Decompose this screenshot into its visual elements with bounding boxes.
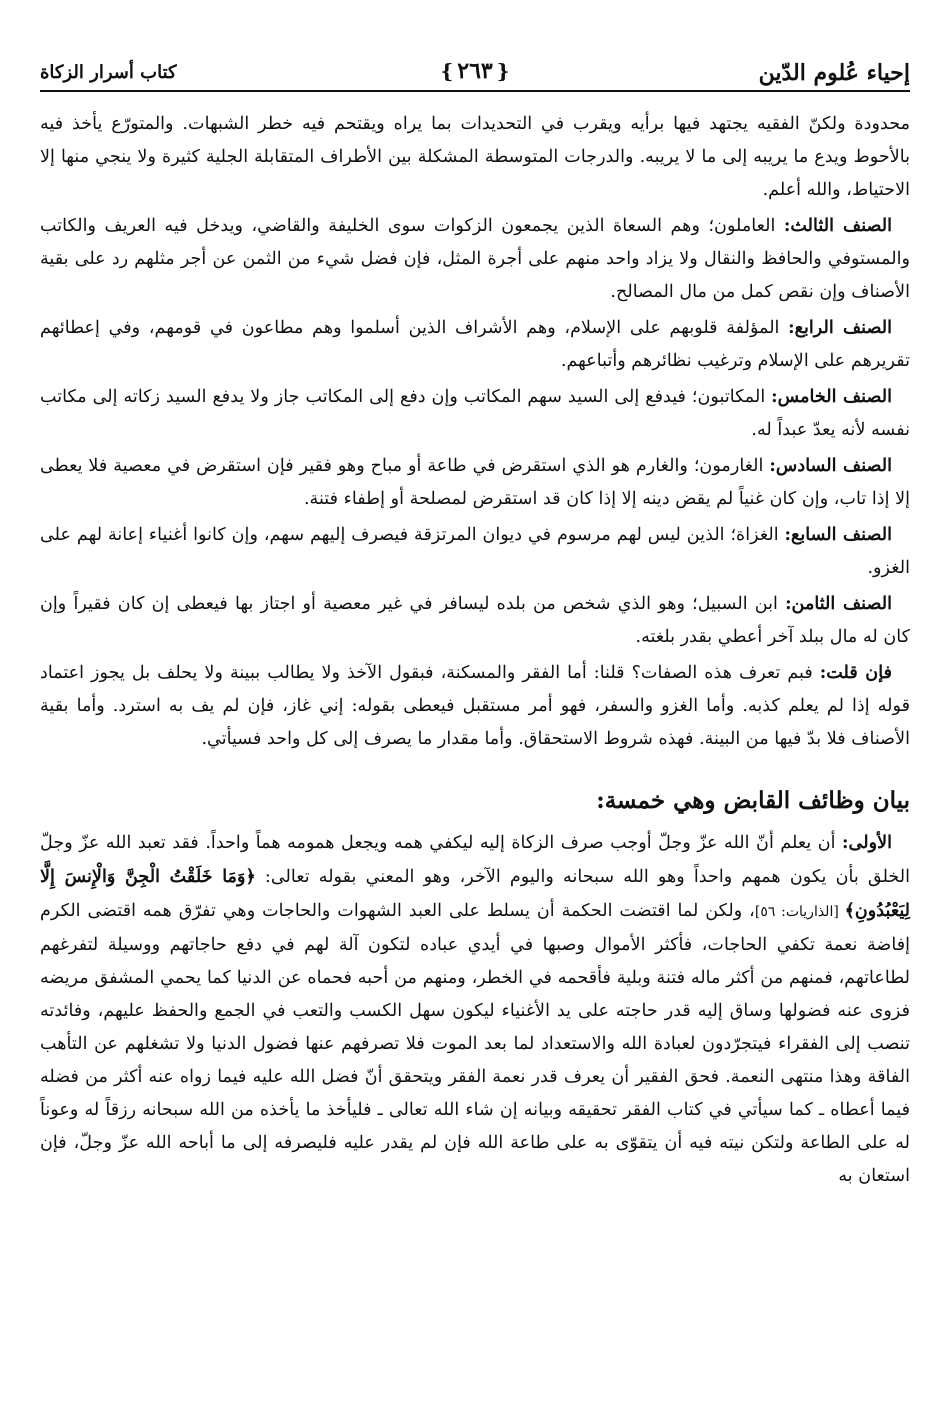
category-lead: الصنف الثامن: [785,593,892,614]
category-text: العاملون؛ وهم السعاة الذين يجمعون الزكوات سوى الخليفة والقاضي، ويدخل فيه العريف والكاتب والمستوفي والحافظ والنقال ولا يزاد واحد منهم على أجرة المثل، فإن فضل شيء من الثمن عن أجر مثلهم رد على بقية الأصناف وإن نقص كمل من مال المصالح. [40,216,910,302]
category-lead: الصنف السادس: [769,455,893,476]
category-paragraph [40,380,910,447]
question-lead: فإن قلت: [819,662,892,683]
category-text: المكاتبون؛ فيدفع إلى السيد سهم المكاتب وإن دفع إلى المكاتب جاز ولا يدفع السيد زكاته إلى مكاتب نفسه لأنه يعدّ عبداً له. [40,387,910,440]
category-text: المؤلفة قلوبهم على الإسلام، وهم الأشراف الذين أسلموا وهم مطاعون في قومهم، وفي إعطائهم تقريرهم على الإسلام وترغيب نظائرهم وأتباعهم. [40,318,910,371]
verse-reference: [الذاريات: ٥٦] [754,904,845,920]
chapter-title: كتاب أسرار الزكاة [40,62,177,83]
question-paragraph [40,656,910,756]
category-text: الغزاة؛ الذين ليس لهم مرسوم في ديوان المرتزقة فيصرف إليهم سهم، وإن كانوا أغنياء إعانة لهم على الغزو. [40,525,910,578]
section-heading: بيان وظائف القابض وهي خمسة: [596,787,910,814]
page-body [40,108,910,1193]
first-duty-lead: الأولى: [842,832,892,853]
question-text: فبم تعرف هذه الصفات؟ قلنا: أما الفقر والمسكنة، فبقول الآخذ ولا يطالب ببينة ولا يحلف بل يجوز اعتماد قوله إذا لم يعلم كذبه. وأما الغزو والسفر، فهو أمر مستقبل فيعطى بقوله: إني غاز، فإن لم يف به استرد. وأما بقية الأصناف فلا بدّ فيها من البينة. فهذه شروط الاستحقاق. وأما مقدار ما يصرف إلى كل واحد فسيأتي. [40,663,910,749]
ornament-left: } [440,59,454,83]
first-duty-paragraph [40,826,910,1193]
category-paragraph [40,209,910,309]
book-title: إحياء عُلوم الدّين [758,60,910,86]
first-duty-text-after: ، ولكن لما اقتضت الحكمة أن يسلط على العبد الشهوات والحاجات وهي تفرّق همه اقتضى الكرم إفاضة نعمة تكفي الحاجات، فأكثر الأموال وصبها في أيدي عباده لتكون آلة لهم في دفع حاجاتهم ووسيلة لتفرغهم لطاعاتهم، فمنهم من أكثر ماله فتنة وبلية فأقحمه في الخطر، ومنهم من أحبه فحماه عن الدنيا كما يحمي المشفق مريضه فزوى عنه فضولها وساق إليه قدر حاجته على يد الأغنياء ليكون سهل الكسب والتعب في الجمع والحفظ عليهم، وفائدته تنصب إلى الفقراء فيتجرّدون لعبادة الله والاستعداد لما بعد الموت فلا تصرفهم عنها فضول الدنيا ولا تشغلهم عن التأهب الفاقة وهذا منتهى النعمة. فحق الفقير أن يعرف قدر نعمة الفقر ويتحقق أنّ فضل الله عليه فيما زواه عنه أكثر من فضله فيما أعطاه ـ كما سيأتي في كتاب الفقر تحقيقه وبيانه إن شاء الله تعالى ـ فليأخذ ما يأخذه من الله سبحانه رزقاً له وعوناً له على الطاعة ولتكن نيته فيه أن يتقوّى به على طاعة الله فإن لم يقدر عليه فليصرفه إلى ما أباحه الله عزّ وجلّ، فإن استعان به [40,901,910,1186]
category-text: ابن السبيل؛ وهو الذي شخص من بلده ليسافر في غير معصية أو اجتاز بها فيعطى إن كان فقيراً وإن كان له مال ببلد آخر أعطي بقدر بلغته. [40,594,910,647]
category-lead: الصنف الثالث: [783,215,893,236]
category-paragraph [40,311,910,378]
category-paragraph [40,587,910,654]
category-lead: الصنف السابع: [784,524,892,545]
category-lead: الصنف الرابع: [788,317,892,338]
page-number: ٢٦٣ [457,58,493,84]
book-page [40,52,910,1195]
ornament-right: { [496,59,510,83]
page-number-block [436,58,513,84]
intro-text: محدودة ولكنّ الفقيه يجتهد فيها برأيه ويقرب في التحديدات بما يراه ويقتحم فيه خطر الشبهات. والمتورّع يأخذ فيه بالأحوط ويدع ما يريبه إلى ما لا يريبه. والدرجات المتوسطة المشكلة بين الأطراف المتقابلة الجلية كثيرة ولا ينجي منها إلا الاحتياط، والله أعلم. [40,114,910,200]
category-lead: الصنف الخامس: [771,386,892,407]
page-header [40,52,910,92]
first-duty-text-before: أن يعلم أنّ الله عزّ وجلّ أوجب صرف الزكاة إليه ليكفي همه ويجعل همومه هماً واحداً. فقد تعبد الله عزّ وجلّ الخلق بأن يكون همهم واحداً وهو الله سبحانه واليوم الآخر، وهو المعني بقوله تعالى: [40,833,910,887]
quran-verse: ﴿وَمَا خَلَقْتُ الْجِنَّ وَالْإِنسَ إِلَّا لِيَعْبُدُونِ﴾ [40,866,911,921]
category-paragraph [40,449,910,516]
intro-paragraph [40,108,910,207]
category-paragraph [40,518,910,585]
category-text: الغارمون؛ والغارم هو الذي استقرض في طاعة أو مباح وهو فقير فإن استقرض في معصية فلا يعطى إلا إذا تاب، وإن كان غنياً لم يقض دينه إلا إذا كان قد استقرض لمصلحة أو إطفاء فتنة. [40,456,910,509]
